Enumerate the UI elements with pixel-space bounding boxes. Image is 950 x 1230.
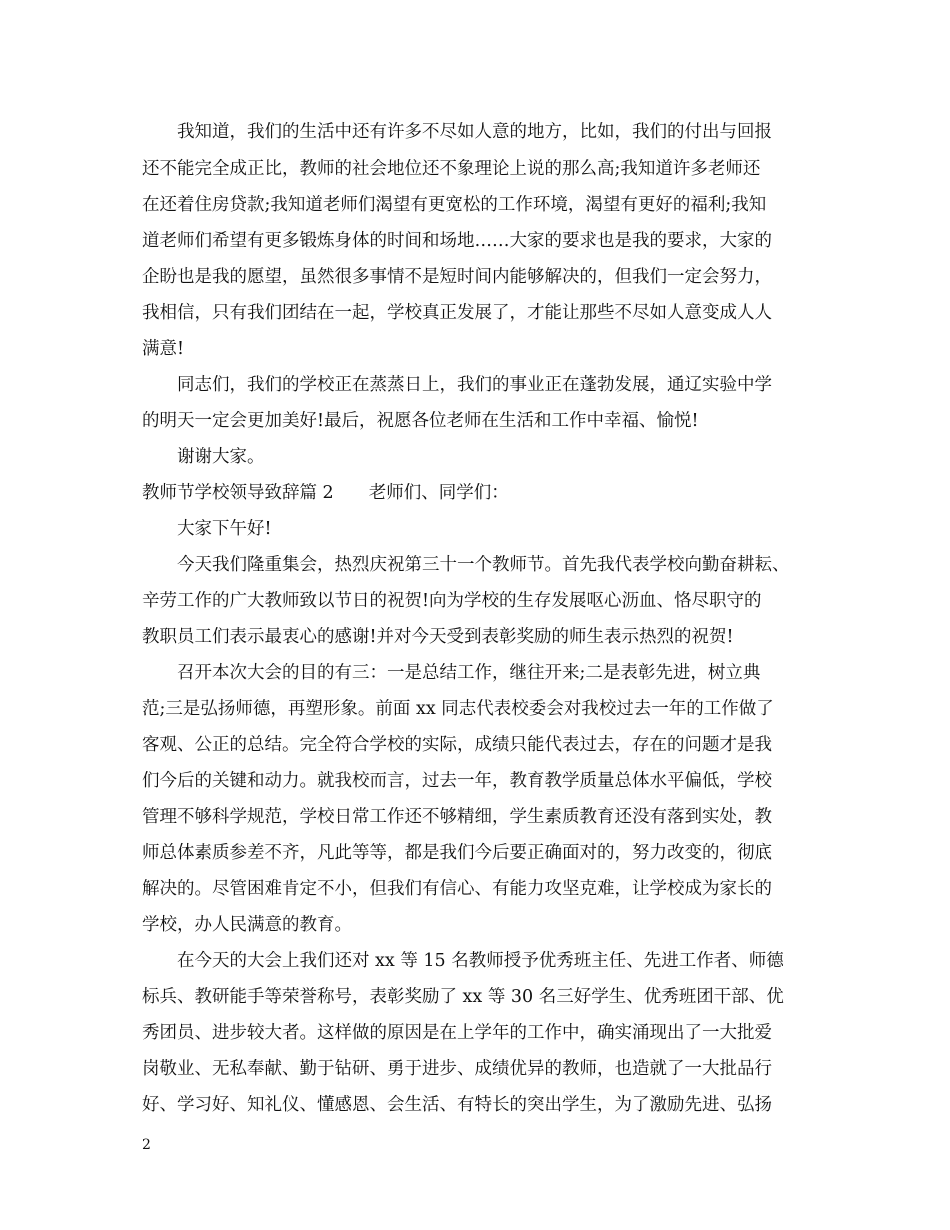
page-number: 2 bbox=[142, 1137, 151, 1153]
text-line: 谢谢大家。 bbox=[142, 447, 265, 467]
text-line: 在还着住房贷款;我知道老师们渴望有更宽松的工作环境，渴望有更好的福利;我知 bbox=[142, 195, 767, 215]
text-line: 秀团员、进步较大者。这样做的原因是在上学年的工作中，确实涌现出了一大批爱 bbox=[142, 1023, 772, 1043]
text-line: 同志们，我们的学校正在蒸蒸日上，我们的事业正在蓬勃发展，通辽实验中学 bbox=[142, 375, 772, 395]
text-line: 教职员工们表示最衷心的感谢!并对今天受到表彰奖励的师生表示热烈的祝贺! bbox=[142, 627, 734, 647]
text-line: 满意! bbox=[142, 339, 185, 359]
text-line: 辛劳工作的广大教师致以节日的祝贺!向为学校的生存发展呕心沥血、恪尽职守的 bbox=[142, 591, 762, 611]
text-line: 师总体素质参差不齐，凡此等等，都是我们今后要正确面对的，努力改变的，彻底 bbox=[142, 843, 772, 863]
text-line: 召开本次大会的目的有三：一是总结工作，继往开来;二是表彰先进，树立典 bbox=[142, 663, 761, 683]
text-line: 我知道，我们的生活中还有许多不尽如人意的地方，比如，我们的付出与回报 bbox=[142, 122, 772, 142]
text-line: 我相信，只有我们团结在一起，学校真正发展了，才能让那些不尽如人意变成人人 bbox=[142, 303, 772, 323]
text-line: 解决的。尽管困难肯定不小，但我们有信心、有能力攻坚克难，让学校成为家长的 bbox=[142, 879, 772, 899]
text-line: 们今后的关键和动力。就我校而言，过去一年，教育教学质量总体水平偏低，学校 bbox=[142, 771, 772, 791]
text-line: 学校，办人民满意的教育。 bbox=[142, 915, 352, 935]
text-line: 道老师们希望有更多锻炼身体的时间和场地……大家的要求也是我的要求，大家的 bbox=[142, 231, 772, 251]
text-line: 标兵、教研能手等荣誉称号，表彰奖励了 xx 等 30 名三好学生、优秀班团干部、优 bbox=[142, 987, 784, 1007]
text-line: 在今天的大会上我们还对 xx 等 15 名教师授予优秀班主任、先进工作者、师德 bbox=[142, 951, 784, 971]
text-line: 范;三是弘扬师德，再塑形象。前面 xx 同志代表校委会对我校过去一年的工作做了 bbox=[142, 699, 774, 719]
text-line: 的明天一定会更加美好!最后，祝愿各位老师在生活和工作中幸福、愉悦! bbox=[142, 411, 699, 431]
text-line: 今天我们隆重集会，热烈庆祝第三十一个教师节。首先我代表学校向勤奋耕耘、 bbox=[142, 555, 790, 575]
text-line: 教师节学校领导致辞篇 2 老师们、同学们： bbox=[142, 483, 509, 503]
text-line: 好、学习好、知礼仪、懂感恩、会生活、有特长的突出学生，为了激励先进、弘扬 bbox=[142, 1095, 772, 1115]
text-line: 大家下午好! bbox=[142, 519, 272, 539]
text-line: 客观、公正的总结。完全符合学校的实际，成绩只能代表过去，存在的问题才是我 bbox=[142, 735, 772, 755]
text-line: 岗敬业、无私奉献、勤于钻研、勇于进步、成绩优异的教师，也造就了一大批品行 bbox=[142, 1059, 772, 1079]
text-line: 企盼也是我的愿望，虽然很多事情不是短时间内能够解决的，但我们一定会努力， bbox=[142, 267, 772, 287]
text-line: 管理不够科学规范，学校日常工作还不够精细，学生素质教育还没有落到实处，教 bbox=[142, 807, 772, 827]
text-line: 还不能完全成正比，教师的社会地位还不象理论上说的那么高;我知道许多老师还 bbox=[142, 159, 761, 179]
